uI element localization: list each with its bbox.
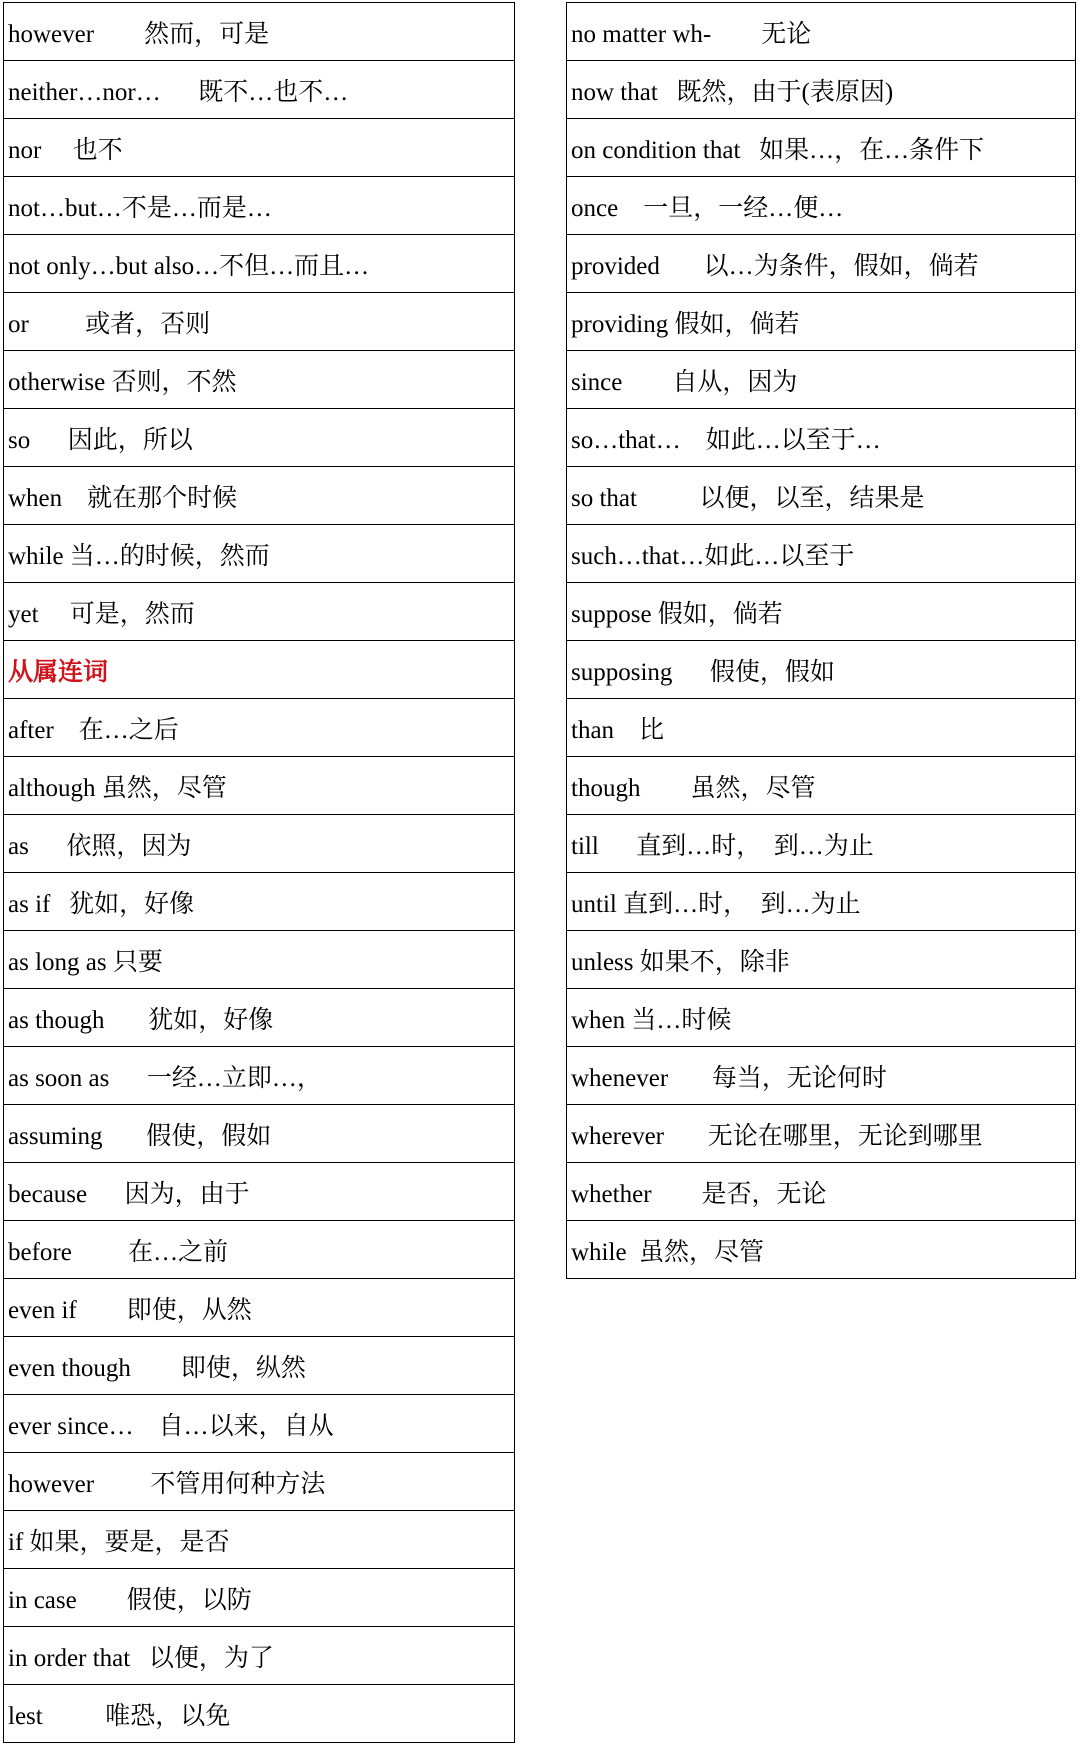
section-heading-text: 从属连词 xyxy=(8,656,109,686)
vocab-entry: when 当…时候 xyxy=(571,1006,732,1034)
vocab-row xyxy=(3,873,515,931)
vocab-entry: whenever 每当，无论何时 xyxy=(571,1064,887,1092)
vocab-entry: so…that… 如此…以至于… xyxy=(571,426,881,454)
vocab-entry: because 因为，由于 xyxy=(8,1180,250,1208)
vocab-entry: so that 以便，以至，结果是 xyxy=(571,484,925,512)
vocab-row xyxy=(566,699,1076,757)
vocab-entry: though 虽然，尽管 xyxy=(571,774,816,802)
vocab-entry: once 一旦，一经…便… xyxy=(571,194,844,222)
vocab-row xyxy=(566,235,1076,293)
vocab-entry: not…but…不是…而是… xyxy=(8,194,272,222)
vocab-entry: not only…but also…不但…而且… xyxy=(8,252,370,280)
vocab-entry: assuming 假使，假如 xyxy=(8,1122,272,1150)
vocab-row xyxy=(3,1047,515,1105)
vocab-row xyxy=(566,989,1076,1047)
vocab-entry: whether 是否，无论 xyxy=(571,1180,827,1208)
vocab-row xyxy=(566,815,1076,873)
vocab-row xyxy=(3,815,515,873)
vocab-entry: even though 即使，纵然 xyxy=(8,1354,306,1382)
vocab-entry: as 依照，因为 xyxy=(8,832,192,860)
vocab-row xyxy=(3,1221,515,1279)
vocab-entry: yet 可是，然而 xyxy=(8,600,195,628)
vocab-entry: if 如果，要是，是否 xyxy=(8,1528,230,1556)
vocab-entry: when 就在那个时候 xyxy=(8,484,238,512)
vocab-row xyxy=(3,351,515,409)
vocab-row xyxy=(566,351,1076,409)
vocab-row xyxy=(3,1163,515,1221)
vocab-entry: neither…nor… 既不…也不… xyxy=(8,78,349,106)
vocab-row xyxy=(3,989,515,1047)
vocab-row xyxy=(3,1511,515,1569)
vocab-entry: as soon as 一经…立即…， xyxy=(8,1064,322,1092)
vocab-entry: provided 以…为条件，假如，倘若 xyxy=(571,252,979,280)
vocab-entry: suppose 假如，倘若 xyxy=(571,600,783,628)
vocab-row xyxy=(3,467,515,525)
vocab-entry: until 直到…时， 到…为止 xyxy=(571,890,861,918)
vocab-row xyxy=(566,1047,1076,1105)
vocab-entry: although 虽然，尽管 xyxy=(8,774,227,802)
vocab-row xyxy=(566,3,1076,61)
vocab-row xyxy=(566,641,1076,699)
vocab-row xyxy=(3,757,515,815)
vocab-row xyxy=(3,1627,515,1685)
vocab-row xyxy=(566,525,1076,583)
vocab-entry: wherever 无论在哪里，无论到哪里 xyxy=(571,1122,983,1150)
vocab-row xyxy=(566,119,1076,177)
vocab-row xyxy=(3,699,515,757)
vocab-entry: before 在…之前 xyxy=(8,1238,229,1266)
vocab-entry: while 虽然，尽管 xyxy=(571,1238,765,1266)
vocab-row xyxy=(566,583,1076,641)
vocab-row xyxy=(3,409,515,467)
vocab-row xyxy=(566,1221,1076,1279)
vocab-entry: now that 既然，由于(表原因) xyxy=(571,78,894,106)
vocab-row xyxy=(3,1337,515,1395)
vocab-row xyxy=(566,873,1076,931)
vocab-row xyxy=(3,293,515,351)
vocab-row xyxy=(566,61,1076,119)
vocab-entry: till 直到…时， 到…为止 xyxy=(571,832,874,860)
vocab-entry: no matter wh- 无论 xyxy=(571,20,812,48)
vocab-row xyxy=(566,177,1076,235)
vocab-entry: in case 假使，以防 xyxy=(8,1586,252,1614)
vocab-row xyxy=(566,931,1076,989)
vocab-row xyxy=(566,757,1076,815)
vocab-entry: than 比 xyxy=(571,716,665,744)
vocab-row xyxy=(566,1163,1076,1221)
vocab-row xyxy=(3,3,515,61)
vocab-row xyxy=(3,119,515,177)
vocab-entry: providing 假如，倘若 xyxy=(571,310,800,338)
vocab-entry: supposing 假使，假如 xyxy=(571,658,835,686)
vocab-row xyxy=(3,1569,515,1627)
vocab-entry: however 不管用何种方法 xyxy=(8,1470,326,1498)
vocab-entry: on condition that 如果…，在…条件下 xyxy=(571,136,985,164)
vocab-entry: after 在…之后 xyxy=(8,716,179,744)
vocab-entry: even if 即使，从然 xyxy=(8,1296,252,1324)
vocab-entry: ever since… 自…以来，自从 xyxy=(8,1412,334,1440)
vocab-entry: as long as 只要 xyxy=(8,948,163,976)
right-vocab-table xyxy=(566,2,1076,1279)
vocab-entry: or 或者，否则 xyxy=(8,310,211,338)
vocab-row xyxy=(3,931,515,989)
left-vocab-table xyxy=(3,2,515,1743)
vocab-entry: nor 也不 xyxy=(8,136,123,164)
vocab-entry: such…that…如此…以至于 xyxy=(571,542,855,570)
vocab-entry: however 然而，可是 xyxy=(8,20,270,48)
vocab-entry: while 当…的时候，然而 xyxy=(8,542,270,570)
vocab-row xyxy=(566,1105,1076,1163)
vocab-entry: lest 唯恐，以免 xyxy=(8,1702,231,1730)
vocab-row xyxy=(3,525,515,583)
vocab-entry: unless 如果不，除非 xyxy=(571,948,790,976)
vocab-entry: in order that 以便，为了 xyxy=(8,1644,274,1672)
section-heading xyxy=(3,641,515,699)
vocab-entry: otherwise 否则，不然 xyxy=(8,368,237,396)
vocab-row xyxy=(3,1279,515,1337)
vocab-row xyxy=(3,1105,515,1163)
vocab-entry: since 自从，因为 xyxy=(571,368,798,396)
vocab-row xyxy=(3,235,515,293)
vocab-entry: as if 犹如，好像 xyxy=(8,890,195,918)
vocab-row xyxy=(3,583,515,641)
vocab-row xyxy=(3,1685,515,1743)
vocab-row xyxy=(3,61,515,119)
vocab-row xyxy=(566,467,1076,525)
vocab-row xyxy=(3,177,515,235)
vocab-row xyxy=(3,1395,515,1453)
vocab-row xyxy=(3,1453,515,1511)
vocab-entry: so 因此，所以 xyxy=(8,426,193,454)
vocab-row xyxy=(566,409,1076,467)
vocab-row xyxy=(566,293,1076,351)
vocab-entry: as though 犹如，好像 xyxy=(8,1006,274,1034)
